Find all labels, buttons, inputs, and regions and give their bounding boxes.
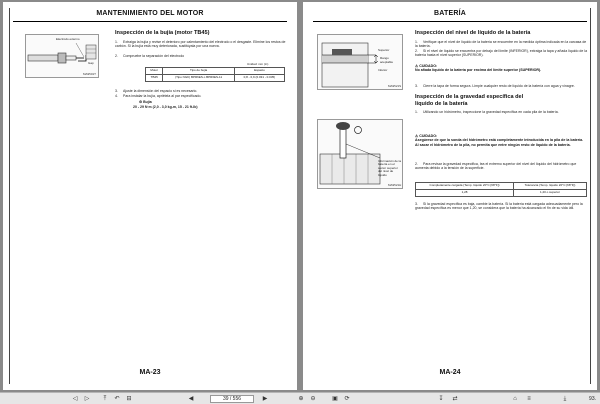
caution-1 <box>415 64 587 73</box>
download-icon[interactable]: ↧ <box>438 396 444 402</box>
step-g3 <box>415 202 587 211</box>
step-4 <box>115 94 287 98</box>
torque-value: 20 - 29 N·m (2,0 - 3,0 kg-m, 15 - 21 ft-lb) <box>133 105 198 109</box>
caution-2 <box>415 134 587 147</box>
caution-heading-text: CUIDADO: <box>419 64 438 68</box>
label-superior: Superior <box>378 48 390 52</box>
spark-plug-figure <box>25 34 99 78</box>
step-text: Si el nivel de líquido se encuentra por debajo del límite (INFERIOR), extraiga la tapa y añada líquido de la batería hasta el nivel superior (SUPERIOR). <box>415 49 588 58</box>
wrench-icon: ⚙ <box>139 100 144 104</box>
step-1 <box>415 40 587 49</box>
col-header: Motor <box>146 68 163 75</box>
step-number: 1. <box>415 110 418 114</box>
caution-heading-text: CUIDADO: <box>419 134 438 138</box>
step-number: 3. <box>415 84 418 88</box>
col-header: Completamente cargada (Temp. líquido 20°C [68°F]) <box>416 183 514 190</box>
save-icon[interactable]: ⤓ <box>563 396 567 402</box>
step-3 <box>115 89 287 93</box>
pdf-page-left <box>3 2 297 390</box>
page-number: MA-24 <box>439 369 461 376</box>
spark-plug-table <box>145 67 285 82</box>
step-number: 4. <box>115 94 118 98</box>
caution-text: No añada líquido de la batería por encima del límite superior (SUPERIOR). <box>415 68 542 73</box>
torque-label-text: Bujía <box>143 100 152 104</box>
step-number: 2. <box>415 162 418 166</box>
gravity-table <box>415 182 587 197</box>
step-text: Compruebe la separación del electrodo <box>123 54 185 58</box>
page-border-left <box>9 8 10 384</box>
step-text: Para revisar la gravedad específica, lea el extremo superior del nivel del líquido del hidrómetro que aumenta debido a la tensión de la superficie. <box>415 162 577 171</box>
step-g2 <box>415 162 587 171</box>
step-2 <box>415 49 587 58</box>
step-2 <box>115 54 287 58</box>
figure-label-gap: Gap <box>88 61 94 65</box>
pdf-page-right <box>303 2 597 390</box>
cell: 1,28 <box>416 189 514 196</box>
step-number: 3. <box>115 89 118 93</box>
hydrometer-figure <box>317 119 403 189</box>
step-text: Para instalar la bujía, apriétela al par especificado. <box>123 94 202 98</box>
figure-code: MA9521S <box>388 84 402 88</box>
refresh-icon[interactable]: ⟳ <box>344 396 350 402</box>
step-3 <box>415 84 587 88</box>
zoom-in-icon[interactable]: ⊕ <box>298 396 304 402</box>
two-page-icon[interactable]: ⇄ <box>452 396 458 402</box>
cell: 0,8 - 0,9 (0.031 - 0.035) <box>234 74 284 81</box>
zoom-level[interactable]: 93. <box>589 396 596 402</box>
unit-note: Unidad: mm (in) <box>247 62 269 66</box>
warning-icon: ⚠ <box>415 134 420 138</box>
step-text: Extraiga la bujía y revise el deterioro por calentamiento del electrodo o el desgaste. Elimine los restos de carbón. Si la bujía está muy deteriorada, sustitúyala por una nueva. <box>115 40 286 49</box>
battery-level-figure <box>317 34 403 90</box>
step-text: Si la gravedad específica es baja, cambie la batería. Si la batería está cargada adecuadamente pero la gravedad específica es menor que 1,20, se considera que la batería ha alcanzado el fin de su vida útil. <box>415 202 583 211</box>
page-border-right <box>590 8 591 384</box>
torque-label <box>139 100 152 104</box>
zoom-out-icon[interactable]: ⊖ <box>310 396 316 402</box>
fit-page-icon[interactable]: ⊟ <box>126 396 132 402</box>
figure-label-electrode: Electrodo externo <box>56 37 80 41</box>
page-header: MANTENIMIENTO DEL MOTOR <box>13 10 287 22</box>
label-inferior: Inferior <box>378 68 388 72</box>
cell: 1,20 o superior <box>514 189 587 196</box>
step-number: 1. <box>415 40 418 44</box>
step-1 <box>115 40 287 49</box>
step-text: Verifique que el nivel de líquido de la batería se encuentre en la medida óptima indicada en la carcasa de la batería. <box>415 40 587 49</box>
page-number-input[interactable] <box>210 395 254 403</box>
step-number: 1. <box>115 40 118 44</box>
step-number: 2. <box>415 49 418 53</box>
next-page-icon[interactable]: ▶ <box>262 396 268 402</box>
figure-code: MA9521H <box>388 183 402 187</box>
figure-label-battery-info: Información de la batería en el sector superior del nivel de líquido <box>378 159 402 177</box>
step-text: Cierre la tapa de forma segura. Limpie cualquier resto de líquido de la batería con agua y vinagre. <box>423 84 575 88</box>
warning-icon: ⚠ <box>415 64 420 68</box>
section-title-level: Inspección del nivel de líquido de la batería <box>415 30 531 36</box>
step-text: Ajuste la dimensión del espacio si es necesario. <box>123 89 198 93</box>
menu-icon[interactable]: ≡ <box>527 396 531 402</box>
figure-code: MA9501T <box>82 72 96 76</box>
grid-view-icon[interactable]: ▣ <box>332 396 338 402</box>
home-icon[interactable]: ⌂ <box>513 396 517 402</box>
first-page-icon[interactable]: ◁ <box>72 396 78 402</box>
last-page-icon[interactable]: ▷ <box>84 396 90 402</box>
col-header: Espacio <box>234 68 284 75</box>
caution-text: Asegúrese de que la sonda del hidrómetro está completamente introducida en la pila de la batería. Al sacar el hidrómetro de la pila, no permita que entre ningún resto de líquido de la batería. <box>415 138 584 147</box>
label-range: Rango aceptable <box>380 56 394 64</box>
col-header: Tolerancia (Temp. líquido 20°C [68°F]) <box>514 183 587 190</box>
col-header: Tipo de bujía <box>163 68 234 75</box>
cell: TB45 <box>146 74 163 81</box>
viewer-toolbar <box>0 392 600 404</box>
page-header: BATERÍA <box>313 10 587 22</box>
step-number: 3. <box>415 202 418 206</box>
rotate-icon[interactable]: ⤒ <box>103 396 107 402</box>
page-number: MA-23 <box>139 369 161 376</box>
undo-icon[interactable]: ↶ <box>114 396 120 402</box>
step-g1 <box>415 110 587 114</box>
prev-page-icon[interactable]: ◀ <box>188 396 194 402</box>
section-title-spark-plug: Inspección de la bujía (motor TB45) <box>115 30 210 36</box>
step-number: 2. <box>115 54 118 58</box>
section-title-gravity-b: líquido de la batería <box>415 101 468 107</box>
step-text: Utilizando un hidrómetro, inspeccione la gravedad específica en cada pila de la batería. <box>423 110 559 114</box>
section-title-gravity-a: Inspección de la gravedad específica del <box>415 94 524 100</box>
cell: (Tipo NGK) BPR6ES o BPR6ES-11 <box>163 74 234 81</box>
